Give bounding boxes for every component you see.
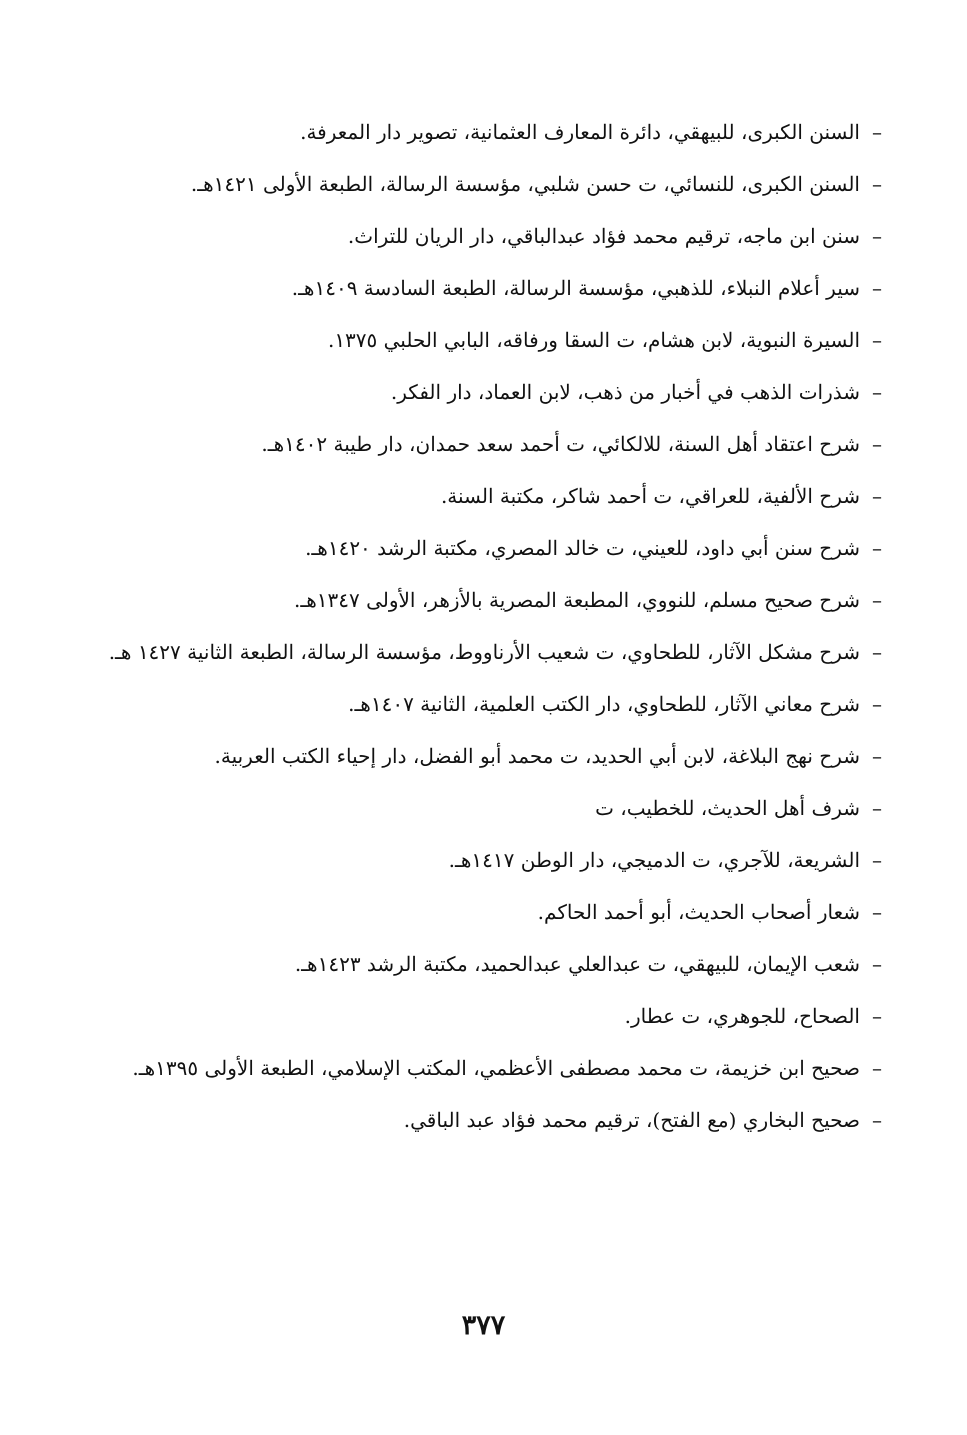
entry-text: شعب الإيمان، للبيهقي، ت عبدالعلي عبدالحميد، مكتبة الرشد ١٤٢٣هـ. [294, 952, 860, 976]
bibliography-entry [92, 938, 882, 990]
entry-dash: – [872, 796, 882, 820]
entry-dash: – [872, 952, 882, 976]
entry-text: شرح معاني الآثار، للطحاوي، دار الكتب العلمية، الثانية ١٤٠٧هـ. [348, 692, 860, 716]
bibliography-entry [92, 522, 882, 574]
entry-text: صحيح البخاري (مع الفتح)، ترقيم محمد فؤاد عبد الباقي. [403, 1108, 860, 1132]
entry-dash: – [872, 848, 882, 872]
entry-text: شرح نهج البلاغة، لابن أبي الحديد، ت محمد أبو الفضل، دار إحياء الكتب العربية. [214, 744, 860, 768]
entry-dash: – [872, 380, 882, 404]
entry-dash: – [872, 640, 882, 664]
entry-text: سنن ابن ماجه، ترقيم محمد فؤاد عبدالباقي، دار الريان للتراث. [347, 224, 860, 248]
entry-dash: – [872, 224, 882, 248]
bibliography-entry [92, 626, 882, 678]
bibliography-entry [92, 834, 882, 886]
entry-dash: – [872, 588, 882, 612]
bibliography-entry [92, 418, 882, 470]
entry-text: شرح الألفية، للعراقي، ت أحمد شاكر، مكتبة السنة. [440, 484, 860, 508]
bibliography-entry [92, 366, 882, 418]
entry-text: الصحاح، للجوهري، ت عطار. [624, 1004, 860, 1028]
entry-dash: – [872, 1056, 882, 1080]
bibliography-entry [92, 158, 882, 210]
bibliography-entry [92, 886, 882, 938]
entry-dash: – [872, 744, 882, 768]
entry-dash: – [872, 1004, 882, 1028]
entry-text: شعار أصحاب الحديث، أبو أحمد الحاكم. [537, 900, 860, 924]
bibliography-entry [92, 210, 882, 262]
entry-dash: – [872, 120, 882, 144]
entry-text: شرف أهل الحديث، للخطيب، ت [595, 796, 860, 820]
entry-dash: – [872, 432, 882, 456]
bibliography-entry [92, 730, 882, 782]
entry-text: السيرة النبوية، لابن هشام، ت السقا ورفاقه، البابي الحلبي ١٣٧٥. [327, 328, 860, 352]
bibliography-entry [92, 314, 882, 366]
bibliography-entry [92, 262, 882, 314]
entry-text: شذرات الذهب في أخبار من ذهب، لابن العماد، دار الفكر. [390, 380, 860, 404]
entry-text: شرح اعتقاد أهل السنة، للالكائي، ت أحمد سعد حمدان، دار طيبة ١٤٠٢هـ. [261, 432, 860, 456]
entry-text: السنن الكبرى، للبيهقي، دائرة المعارف العثمانية، تصوير دار المعرفة. [300, 120, 860, 144]
entry-text: الشريعة، للآجري، ت الدميجي، دار الوطن ١٤١٧هـ. [448, 848, 860, 872]
entry-dash: – [872, 536, 882, 560]
entry-text: سير أعلام النبلاء، للذهبي، مؤسسة الرسالة، الطبعة السادسة ١٤٠٩هـ. [291, 276, 860, 300]
entry-text: السنن الكبرى، للنسائي، ت حسن شلبي، مؤسسة الرسالة، الطبعة الأولى ١٤٢١هـ. [190, 172, 860, 196]
bibliography-page [92, 106, 882, 1146]
entry-text: شرح مشكل الآثار، للطحاوي، ت شعيب الأرناووط، مؤسسة الرسالة، الطبعة الثانية ١٤٢٧ هـ. [108, 640, 860, 664]
bibliography-entry [92, 106, 882, 158]
bibliography-entry [92, 1094, 882, 1146]
bibliography-entry [92, 678, 882, 730]
entry-text: شرح صحيح مسلم، للنووي، المطبعة المصرية بالأزهر، الأولى ١٣٤٧هـ. [294, 588, 860, 612]
bibliography-list [92, 106, 882, 1146]
entry-dash: – [872, 692, 882, 716]
entry-dash: – [872, 1108, 882, 1132]
page-number: ٣٧٧ [461, 1310, 506, 1341]
entry-text: شرح سنن أبي داود، للعيني، ت خالد المصري، مكتبة الرشد ١٤٢٠هـ. [305, 536, 860, 560]
entry-text: صحيح ابن خزيمة، ت محمد مصطفى الأعظمي، المكتب الإسلامي، الطبعة الأولى ١٣٩٥هـ. [132, 1056, 860, 1080]
entry-dash: – [872, 900, 882, 924]
entry-dash: – [872, 276, 882, 300]
bibliography-entry [92, 1042, 882, 1094]
bibliography-entry [92, 990, 882, 1042]
entry-dash: – [872, 484, 882, 508]
bibliography-entry [92, 574, 882, 626]
entry-dash: – [872, 172, 882, 196]
bibliography-entry [92, 782, 882, 834]
bibliography-entry [92, 470, 882, 522]
entry-dash: – [872, 328, 882, 352]
